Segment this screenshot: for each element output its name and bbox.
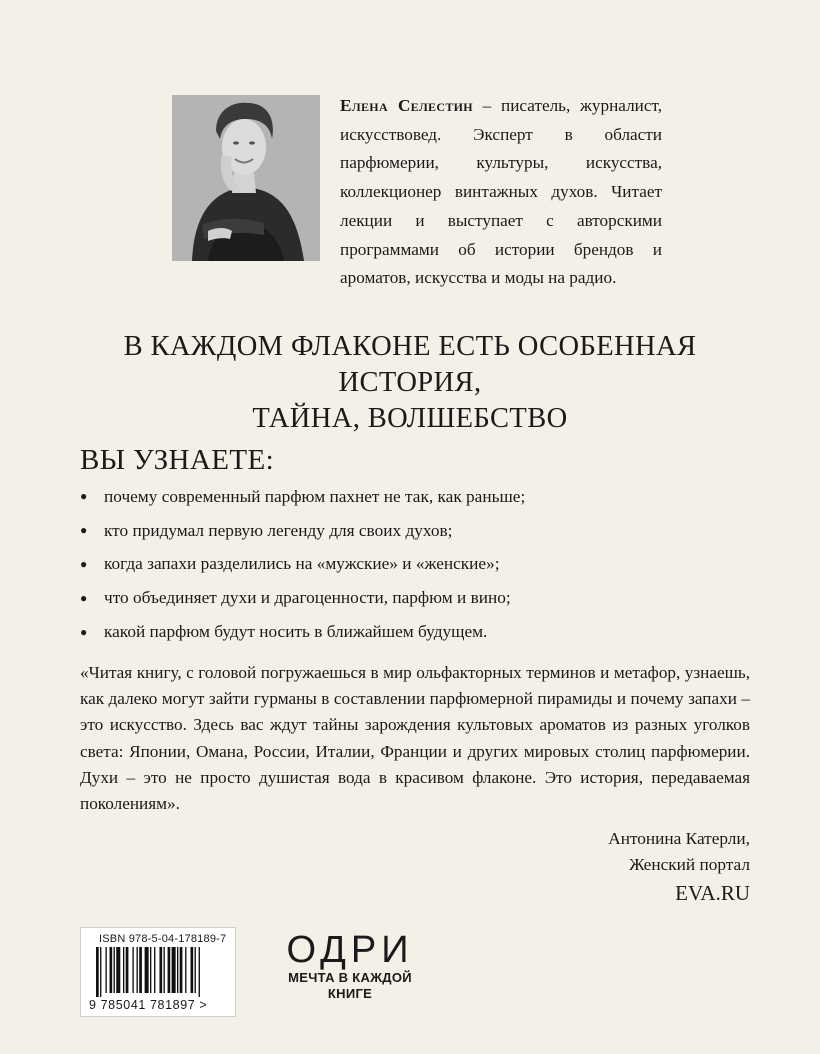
quote-author: Антонина Катерли, — [608, 829, 750, 848]
list-item — [80, 480, 525, 514]
list-item — [80, 548, 525, 582]
bullet-icon: ● — [80, 556, 88, 571]
list-item — [80, 514, 525, 548]
bullet-icon: ● — [80, 489, 88, 504]
barcode-bars-icon — [96, 947, 225, 997]
list-item — [80, 615, 525, 649]
isbn-barcode — [80, 927, 236, 1017]
bullet-icon: ● — [80, 590, 88, 605]
headline-line-2: ТАЙНА, ВОЛШЕБСТВО — [252, 403, 568, 434]
author-bio — [340, 92, 662, 293]
list-item — [80, 581, 525, 615]
author-photo — [172, 95, 320, 261]
publisher-name: ОДРИ — [286, 929, 414, 971]
quote-source: Женский портал — [629, 855, 750, 874]
bullet-icon: ● — [80, 523, 88, 538]
list-item-text: почему современный парфюм пахнет не так, как раньше; — [104, 486, 526, 506]
author-portrait-icon — [172, 95, 320, 261]
list-item-text: что объединяет духи и драгоценности, парфюм и вино; — [104, 588, 511, 608]
bullet-icon: ● — [80, 624, 88, 639]
isbn-text: ISBN 978-5-04-178189-7 — [99, 933, 227, 945]
learn-list — [80, 480, 525, 649]
publisher-logo — [262, 930, 438, 1002]
publisher-slogan-line-2: КНИГЕ — [327, 986, 373, 1001]
author-bio-text: – писатель, журналист, искусствовед. Эксперт в области парфюмерии, культуры, искусства, коллекционер винтажных духов. Читает лекции и выступает с авторскими программами об истории брендов и ароматов, искусства и моды на радио. — [340, 96, 663, 288]
publisher-slogan-line-1: МЕЧТА В КАЖДОЙ — [288, 970, 412, 985]
quote-attribution — [608, 826, 750, 908]
list-item-text: какой парфюм будут носить в ближайшем будущем. — [104, 622, 488, 642]
learn-heading: ВЫ УЗНАЕТЕ: — [80, 444, 275, 476]
headline — [60, 329, 760, 437]
headline-line-1: В КАЖДОМ ФЛАКОНЕ ЕСТЬ ОСОБЕННАЯ ИСТОРИЯ, — [123, 331, 697, 398]
quote-site: EVA.RU — [675, 881, 750, 905]
barcode-digits: 9 785041 781897 > — [89, 998, 208, 1012]
list-item-text: когда запахи разделились на «мужские» и «женские»; — [104, 554, 500, 574]
author-name: Елена Селестин — [340, 96, 473, 115]
list-item-text: кто придумал первую легенду для своих духов; — [104, 520, 453, 540]
review-quote: «Читая книгу, с головой погружаешься в мир ольфакторных терминов и метафор, узнаешь, как далеко могут зайти гурманы в составлении парфюмерной пирамиды и почему запахи – это искусство. Здесь вас ждут тайны зарождения культовых ароматов из разных уголков света: Японии, Омана, России, Италии, Франции и других мировых столиц парфюмерии. Духи – это не просто душистая вода в красивом флаконе. Это история, передаваемая поколениям». — [80, 663, 750, 814]
